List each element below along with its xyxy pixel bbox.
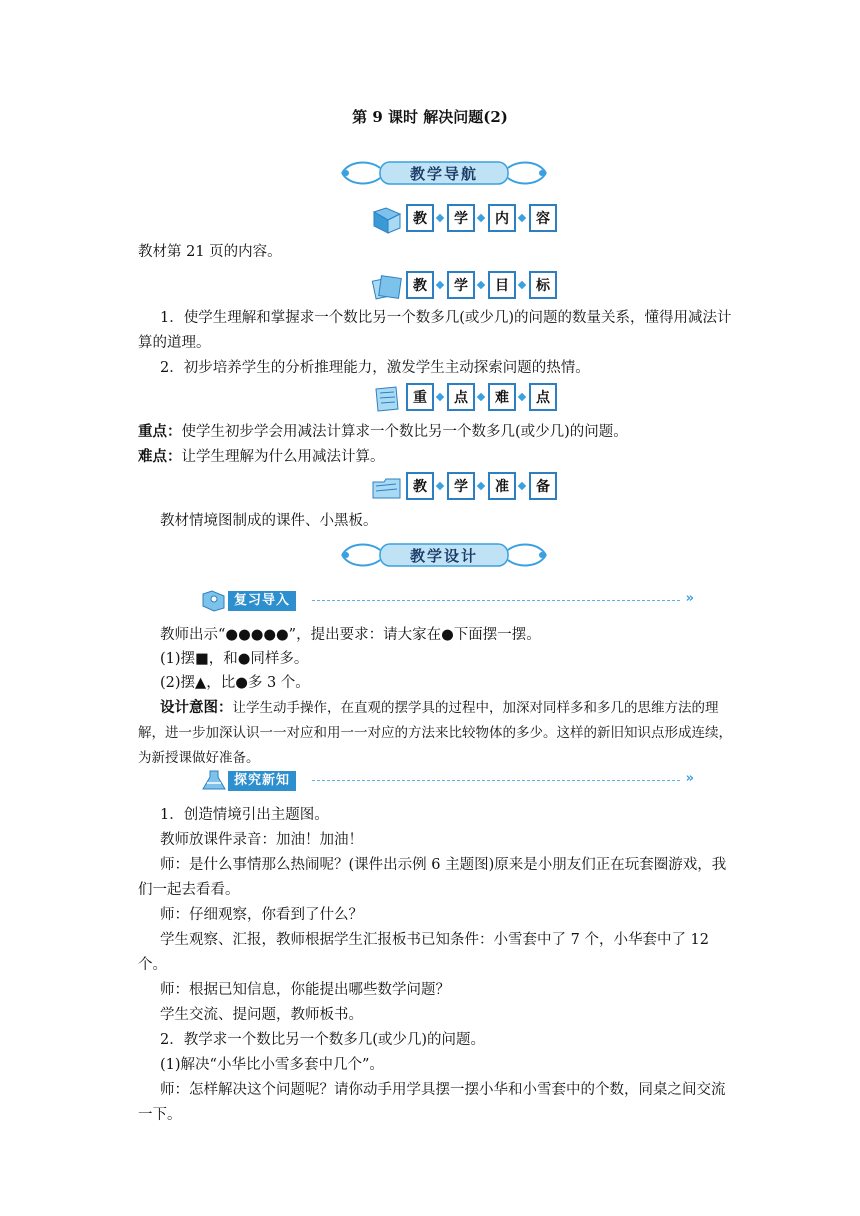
flask-icon — [200, 768, 228, 792]
section-char: 目 — [488, 271, 516, 299]
banner-teaching-design — [336, 538, 552, 572]
section-char: 准 — [488, 472, 516, 500]
section-char: 备 — [529, 472, 557, 500]
banner-label: 教学导航 — [409, 165, 478, 183]
puzzle-icon — [200, 588, 228, 612]
banner-label: 教学设计 — [409, 547, 478, 565]
tag-label: 探究新知 — [228, 771, 296, 791]
review-line-3: (2)摆▲，比●多 3 个。 — [160, 675, 310, 691]
goal-2: 2．初步培养学生的分析推理能力，激发学生主动探索问题的热情。 — [160, 360, 590, 376]
section-char: 教 — [406, 472, 434, 500]
explore-line-2: 教师放课件录音：加油！加油！ — [160, 832, 363, 848]
difficult-point — [138, 444, 734, 470]
double-chevron-icon: » — [685, 591, 694, 606]
explore-line-5: 学生观察、汇报，教师根据学生汇报板书已知条件：小雪套中了 7 个，小华套中了 12 个。 — [138, 932, 710, 973]
explore-line-7: 学生交流、提问题，教师板书。 — [160, 1007, 363, 1023]
intent-label: 设计意图： — [160, 699, 233, 716]
intent-text: 让学生动手操作，在直观的摆学具的过程中，加深对同样多和多几的思维方法的理解，进一步加深认识一一对应和用一一对应的方法来比较物体的多少。这样的新旧知识点形成连续，为新授课做好准备。 — [138, 700, 732, 766]
double-chevron-icon: » — [685, 771, 694, 786]
content-text: 教材第 21 页的内容。 — [138, 244, 282, 260]
section-char: 难 — [488, 383, 516, 411]
tag-label: 复习导入 — [228, 591, 296, 611]
explore-line-1: 1．创造情境引出主题图。 — [160, 807, 329, 823]
section-char: 学 — [447, 472, 475, 500]
design-intent — [138, 695, 734, 771]
prep-text: 教材情境图制成的课件、小黑板。 — [160, 513, 378, 529]
explore-line-8: 2．教学求一个数比另一个数多几(或少几)的问题。 — [160, 1032, 486, 1048]
section-char: 重 — [406, 383, 434, 411]
key-label: 重点： — [138, 423, 182, 440]
section-char: 学 — [447, 271, 475, 299]
section-char: 学 — [447, 204, 475, 232]
section-char: 标 — [529, 271, 557, 299]
section-char: 点 — [447, 383, 475, 411]
book-icon — [370, 206, 404, 234]
section-char: 教 — [406, 204, 434, 232]
key-point — [138, 419, 734, 445]
section-char: 教 — [406, 271, 434, 299]
explore-line-4: 师：仔细观察，你看到了什么？ — [160, 907, 363, 923]
explore-line-6: 师：根据已知信息，你能提出哪些数学问题？ — [160, 982, 450, 998]
dashed-line — [312, 600, 680, 601]
review-line-2: (1)摆■，和●同样多。 — [160, 651, 309, 667]
section-char: 点 — [529, 383, 557, 411]
tag-explore-new — [200, 768, 700, 794]
folder-icon — [370, 474, 404, 502]
banner-teaching-nav — [336, 156, 552, 190]
review-line-1: 教师出示“●●●●●”，提出要求：请大家在●下面摆一摆。 — [160, 627, 541, 643]
papers-icon — [370, 273, 404, 301]
difficult-label: 难点： — [138, 448, 182, 465]
goal-1: 1．使学生理解和掌握求一个数比另一个数多几(或少几)的问题的数量关系，懂得用减法计算的道理。 — [138, 310, 732, 351]
explore-line-10: 师：怎样解决这个问题呢？请你动手用学具摆一摆小华和小雪套中的个数，同桌之间交流一下。 — [138, 1082, 726, 1123]
lesson-title: 第 9 课时 解决问题(2) — [352, 108, 508, 126]
tag-review-intro — [200, 588, 700, 614]
section-char: 容 — [529, 204, 557, 232]
explore-line-9: (1)解决“小华比小雪多套中几个”。 — [160, 1057, 384, 1073]
explore-line-3: 师：是什么事情那么热闹呢？(课件出示例 6 主题图)原来是小朋友们正在玩套圈游戏，我们一起去看看。 — [138, 857, 727, 898]
difficult-text: 让学生理解为什么用减法计算。 — [181, 449, 385, 465]
section-char: 内 — [488, 204, 516, 232]
dashed-line — [312, 780, 680, 781]
paper-stack-icon — [370, 385, 404, 413]
key-text: 使学生初步学会用减法计算求一个数比另一个数多几(或少几)的问题。 — [181, 424, 628, 440]
